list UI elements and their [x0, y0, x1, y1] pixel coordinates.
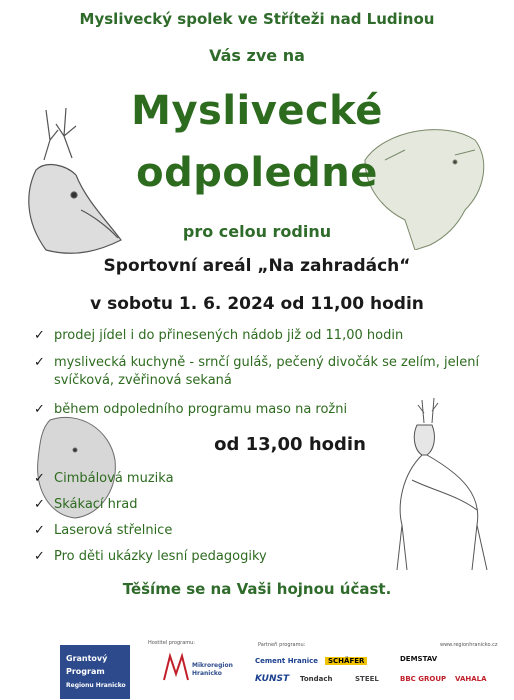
closing-message: Těšíme se na Vaši hojnou účast.	[122, 580, 392, 598]
partners-caption: Partneři programu:	[258, 642, 306, 648]
sponsor-logo: STEEL	[355, 675, 379, 683]
sponsor-logo: VAHALA	[455, 675, 487, 683]
event-title-line2: odpoledne	[136, 150, 378, 196]
check-icon: ✓	[34, 402, 45, 417]
check-icon: ✓	[34, 549, 45, 564]
check-icon: ✓	[34, 471, 45, 486]
audience-subtitle: pro celou rodinu	[182, 222, 332, 241]
program-item: ✓ myslivecká kuchyně - srnčí guláš, pečený divočák se zelím, jelení svíčková, zvěřinová sekaná	[34, 355, 480, 388]
mikroregion-icon	[162, 652, 190, 682]
sponsor-logo: Cement Hranice	[255, 657, 319, 665]
sponsor-logo: Tondach	[300, 675, 333, 683]
host-caption: Hostitel programu:	[148, 640, 195, 646]
activity-item: ✓ Cimbálová muzika	[34, 471, 174, 486]
sponsor-footer	[60, 640, 500, 700]
sponsor-logo: DEMSTAV	[400, 655, 438, 663]
check-icon: ✓	[34, 523, 45, 538]
event-date-time: v sobotu 1. 6. 2024 od 11,00 hodin	[90, 294, 424, 314]
organizer-name: Myslivecký spolek ve Stříteži nad Ludinou	[79, 10, 435, 28]
check-icon: ✓	[34, 328, 45, 343]
activity-item: ✓ Pro děti ukázky lesní pedagogiky	[34, 549, 267, 564]
mikroregion-logo: Mikroregion Hranicko	[162, 652, 232, 687]
activity-item: ✓ Skákací hrad	[34, 497, 138, 512]
program-item: ✓ prodej jídel i do přinesených nádob již od 11,00 hodin	[34, 328, 404, 343]
website: www.regionhranicko.cz	[440, 642, 498, 648]
venue: Sportovní areál „Na zahradách“	[103, 256, 411, 276]
activity-item: ✓ Laserová střelnice	[34, 523, 173, 538]
afternoon-start-time: od 13,00 hodin	[214, 434, 366, 455]
event-title-line1: Myslivecké	[131, 88, 383, 134]
grant-program-logo: Grantový Program Regionu Hranicko	[60, 645, 130, 699]
sponsor-logo: KUNST	[255, 674, 290, 684]
check-icon: ✓	[34, 355, 45, 370]
check-icon: ✓	[34, 497, 45, 512]
program-item: ✓ během odpoledního programu maso na rožni	[34, 402, 348, 417]
sponsor-logo: SCHÄFER	[325, 657, 367, 665]
sponsor-logo: BBC GROUP	[400, 675, 447, 683]
invitation-line: Vás zve na	[209, 46, 305, 65]
